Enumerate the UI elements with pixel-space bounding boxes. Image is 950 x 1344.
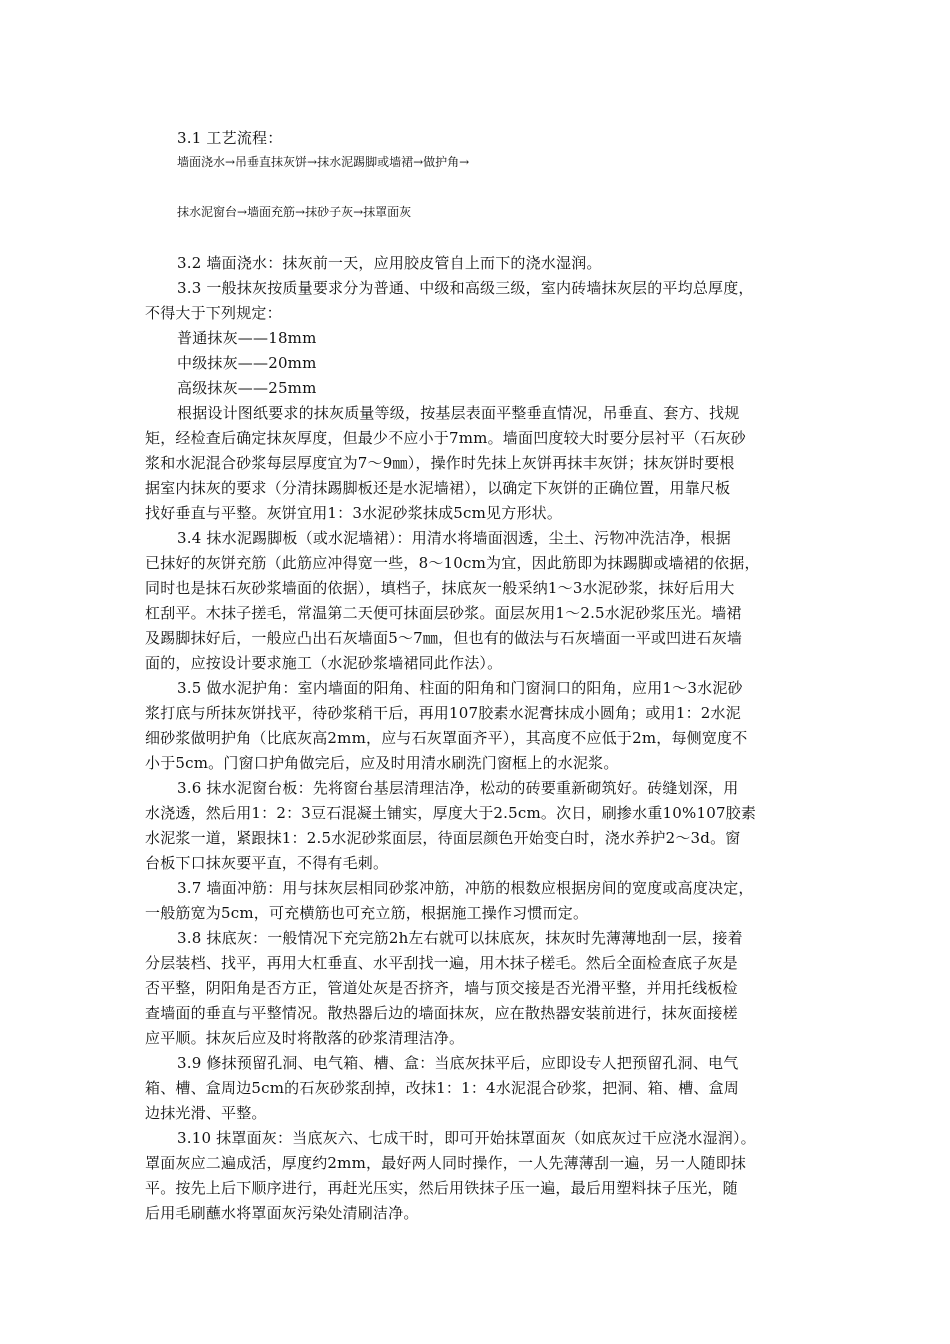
- paragraph-line: 3.4 抹水泥踢脚板（或水泥墙裙）：用清水将墙面洇透，尘土、污物冲洗洁净，根据: [177, 529, 731, 547]
- paragraph-line: 否平整，阴阳角是否方正，管道处灰是否挤齐，墙与顶交接是否光滑平整，并用托线板检: [145, 979, 738, 997]
- paragraph-line: 面的，应按设计要求施工（水泥砂浆墙裙同此作法）。: [145, 654, 503, 672]
- process-flow-line-1: 墙面浇水→吊垂直抹灰饼→抹水泥踢脚或墙裙→做护角→: [177, 155, 470, 169]
- paragraph-line: 浆打底与所抹灰饼找平，待砂浆稍干后，再用107胶素水泥膏抹成小圆角；或用1：2水泥: [145, 704, 741, 722]
- paragraph-line: 根据设计图纸要求的抹灰质量等级，按基层表面平整垂直情况，吊垂直、套方、找规: [177, 404, 740, 422]
- paragraph-line: 矩，经检查后确定抹灰厚度，但最少不应小于7mm。墙面凹度较大时要分层衬平（石灰砂: [145, 429, 746, 447]
- paragraph-line: 应平顺。抹灰后应及时将散落的砂浆清理洁净。: [145, 1029, 465, 1047]
- paragraph-line: 小于5cm。门窗口护角做完后，应及时用清水刷洗门窗框上的水泥浆。: [145, 754, 619, 772]
- paragraph-line: 找好垂直与平整。灰饼宜用1：3水泥砂浆抹成5cm见方形状。: [145, 504, 563, 522]
- paragraph-line: 3.10 抹罩面灰：当底灰六、七成干时，即可开始抹罩面灰（如底灰过干应浇水湿润）。: [177, 1129, 756, 1147]
- paragraph-line: 浆和水泥混合砂浆每层厚度宜为7～9㎜），操作时先抹上灰饼再抹丰灰饼；抹灰饼时要根: [145, 454, 735, 472]
- paragraph-line: 细砂浆做明护角（比底灰高2mm，应与石灰罩面齐平），其高度不应低于2m，每侧宽度不: [145, 729, 748, 747]
- paragraph-line: 3.6 抹水泥窗台板：先将窗台基层清理洁净，松动的砖要重新砌筑好。砖缝划深，用: [177, 779, 739, 797]
- paragraph-line: 3.3 一般抹灰按质量要求分为普通、中级和高级三级，室内砖墙抹灰层的平均总厚度，: [177, 279, 754, 297]
- paragraph-line: 已抹好的灰饼充筋（此筋应冲得宽一些，8～10cm为宜，因此筋即为抹踢脚或墙裙的依据，: [145, 554, 760, 572]
- paragraph-line: 一般筋宽为5cm，可充横筋也可充立筋，根据施工操作习惯而定。: [145, 904, 589, 922]
- paragraph-line: 后用毛刷蘸水将罩面灰污染处清刷洁净。: [145, 1204, 419, 1222]
- paragraph-line: 杠刮平。木抹子搓毛，常温第二天便可抹面层砂浆。面层灰用1～2.5水泥砂浆压光。墙裙: [145, 604, 742, 622]
- list-item: 中级抹灰——20mm: [177, 354, 317, 372]
- paragraph-line: 平。按先上后下顺序进行，再赶光压实，然后用铁抹子压一遍，最后用塑料抹子压光，随: [145, 1179, 738, 1197]
- paragraph-line: 及踢脚抹好后，一般应凸出石灰墙面5～7㎜，但也有的做法与石灰墙面一平或凹进石灰墙: [145, 629, 743, 647]
- paragraph-line: 3.8 抹底灰：一般情况下充完筋2h左右就可以抹底灰，抹灰时先薄薄地刮一层，接着: [177, 929, 743, 947]
- paragraph-line: 台板下口抹灰要平直，不得有毛刺。: [145, 854, 389, 872]
- paragraph-line: 3.9 修抹预留孔洞、电气箱、槽、盒：当底灰抹平后，应即设专人把预留孔洞、电气: [177, 1054, 739, 1072]
- paragraph-line: 据室内抹灰的要求（分清抹踢脚板还是水泥墙裙），以确定下灰饼的正确位置，用靠尺板: [145, 479, 731, 497]
- paragraph-line: 3.5 做水泥护角：室内墙面的阳角、柱面的阳角和门窗洞口的阳角，应用1～3水泥砂: [177, 679, 743, 697]
- paragraph-line: 箱、槽、盒周边5cm的石灰砂浆刮掉，改抹1：1：4水泥混合砂浆，把洞、箱、槽、盒周: [145, 1079, 740, 1097]
- paragraph-line: 同时也是抹石灰砂浆墙面的依据），填档子，抹底灰一般采纳1～3水泥砂浆，抹好后用大: [145, 579, 735, 597]
- paragraph-line: 查墙面的垂直与平整情况。散热器后边的墙面抹灰，应在散热器安装前进行，抹灰面接槎: [145, 1004, 738, 1022]
- paragraph-line: 分层装档、找平，再用大杠垂直、水平刮找一遍，用木抹子槎毛。然后全面检查底子灰是: [145, 954, 738, 972]
- list-item: 普通抹灰——18mm: [177, 329, 317, 347]
- paragraph-line: 不得大于下列规定：: [145, 304, 282, 322]
- list-item: 高级抹灰——25mm: [177, 379, 317, 397]
- paragraph-line: 3.2 墙面浇水：抹灰前一天，应用胶皮管自上而下的浇水湿润。: [177, 254, 602, 272]
- section-title: 3.1 工艺流程：: [177, 129, 283, 147]
- paragraph-line: 罩面灰应二遍成活，厚度约2mm，最好两人同时操作，一人先薄薄刮一遍，另一人随即抹: [145, 1154, 746, 1172]
- paragraph-line: 3.7 墙面冲筋：用与抹灰层相同砂浆冲筋，冲筋的根数应根据房间的宽度或高度决定，: [177, 879, 754, 897]
- paragraph-line: 水浇透，然后用1：2：3豆石混凝土铺实，厚度大于2.5cm。次日，刷掺水重10%107胶素: [145, 804, 757, 822]
- paragraph-line: 边抹光滑、平整。: [145, 1104, 267, 1122]
- paragraph-line: 水泥浆一道，紧跟抹1：2.5水泥砂浆面层，待面层颜色开始变白时，浇水养护2～3d。窗: [145, 829, 741, 847]
- process-flow-line-2: 抹水泥窗台→墙面充筋→抹砂子灰→抹罩面灰: [177, 205, 412, 219]
